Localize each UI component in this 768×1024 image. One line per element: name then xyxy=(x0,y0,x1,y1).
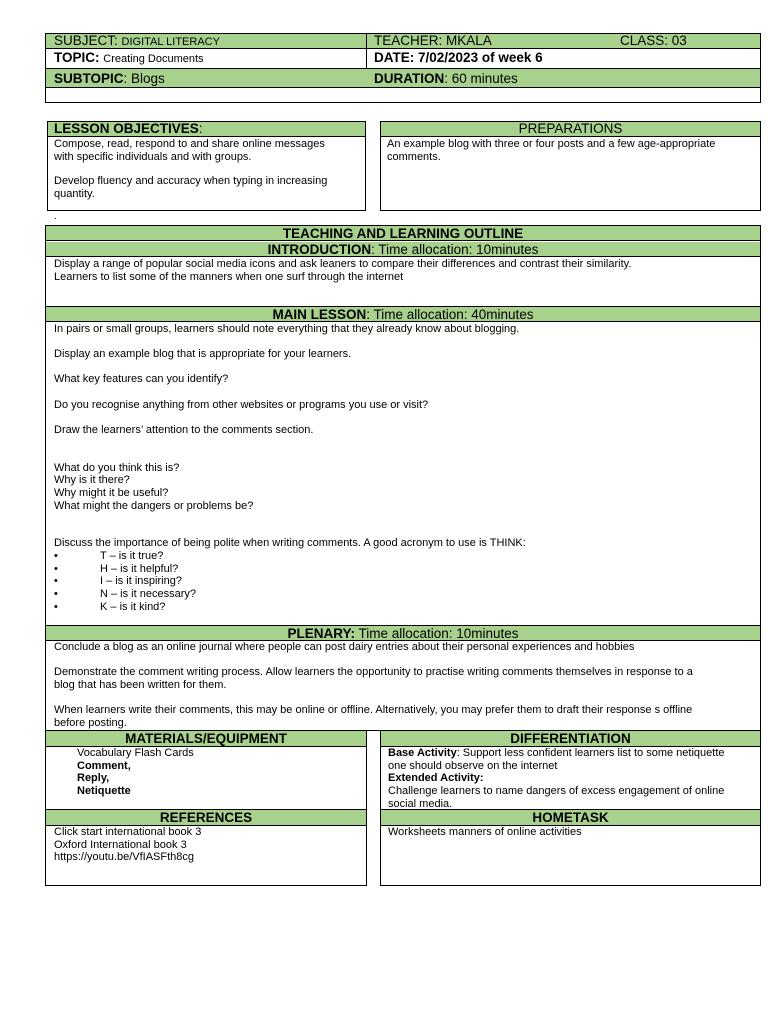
topic-field xyxy=(54,50,204,67)
main-lesson-heading xyxy=(46,306,760,322)
main-paragraph: Do you recognise anything from other websites or programs you use or visit? xyxy=(54,398,429,411)
plenary-line: before posting. xyxy=(54,716,127,729)
extended-activity-line: Challenge learners to name dangers of excess engagement of online xyxy=(388,785,725,798)
material-item: Vocabulary Flash Cards xyxy=(77,747,194,759)
class-field xyxy=(620,33,687,49)
intro-heading xyxy=(46,242,760,257)
references-list xyxy=(46,826,366,864)
references-heading: REFERENCES xyxy=(46,810,366,826)
plenary-line: Demonstrate the comment writing process. Allow learners the opportunity to practise writing comments themselves in response to a xyxy=(54,666,693,679)
header-line xyxy=(45,102,761,103)
material-item: Reply, xyxy=(77,772,110,785)
preparation-line: comments. xyxy=(387,151,441,163)
think-item: • K – is it kind? xyxy=(54,600,166,613)
main-lesson-label: MAIN LESSON xyxy=(272,307,367,322)
preparations-box xyxy=(380,121,761,211)
plenary-time: Time allocation: 10minutes xyxy=(354,626,519,641)
preparations-text xyxy=(381,137,760,164)
hometask-heading: HOMETASK xyxy=(381,810,760,826)
base-activity-label: Base Activity xyxy=(388,747,457,759)
date-field xyxy=(374,50,543,66)
objectives-heading: LESSON OBJECTIVES: xyxy=(48,122,365,137)
think-item: • I – is it inspiring? xyxy=(54,575,182,588)
materials-box xyxy=(45,730,367,810)
subtopic-field xyxy=(54,71,165,87)
main-paragraph: What key features can you identify? xyxy=(54,373,229,386)
main-lesson-time: : Time allocation: 40minutes xyxy=(366,307,534,322)
objective-line: Compose, read, respond to and share online messages xyxy=(54,138,325,150)
teacher-value: MKALA xyxy=(446,33,492,48)
stray-mark: . xyxy=(54,211,57,222)
think-item: • T – is it true? xyxy=(54,550,164,563)
reference-item: Click start international book 3 xyxy=(54,826,202,838)
objectives-text xyxy=(48,137,365,201)
subject-value: DIGITAL LITERACY xyxy=(121,36,220,48)
date-label: DATE: xyxy=(374,50,415,65)
main-paragraph: Display an example blog that is appropriate for your learners. xyxy=(54,348,352,361)
question-line: What do you think this is? xyxy=(54,461,180,474)
outline-title: TEACHING AND LEARNING OUTLINE xyxy=(46,226,760,241)
reference-item: Oxford International book 3 xyxy=(54,838,187,851)
question-line: Why is it there? xyxy=(54,474,130,487)
main-paragraph: Draw the learners’ attention to the comments section. xyxy=(54,423,314,436)
teacher-label: TEACHER: xyxy=(374,33,443,48)
intro-time: : Time allocation: 10minutes xyxy=(371,242,539,257)
preparations-heading: PREPARATIONS xyxy=(381,122,760,137)
objective-line: quantity. xyxy=(54,188,95,200)
preparation-line: An example blog with three or four posts and a few age-appropriate xyxy=(387,138,716,150)
bullet-icon: • xyxy=(54,575,58,588)
reference-link[interactable]: https://youtu.be/VfIASFth8cg xyxy=(54,851,195,864)
subtopic-value: : Blogs xyxy=(123,71,165,86)
materials-list xyxy=(46,747,366,798)
subtopic-label: SUBTOPIC xyxy=(54,71,124,86)
material-item: Netiquette xyxy=(77,785,131,798)
materials-heading: MATERIALS/EQUIPMENT xyxy=(46,731,366,747)
plenary-line: Conclude a blog as an online journal where people can post dairy entries about their personal experiences and hobbies xyxy=(54,641,635,653)
teacher-field xyxy=(374,33,492,49)
hometask-box xyxy=(380,809,761,886)
intro-text xyxy=(54,258,754,283)
think-item: • H – is it helpful? xyxy=(54,562,179,575)
header-line xyxy=(45,87,761,88)
intro-line: Learners to list some of the manners when one surf through the internet xyxy=(54,270,404,283)
material-item: Comment, xyxy=(77,759,131,772)
plenary-text xyxy=(54,641,758,730)
differentiation-text xyxy=(381,747,760,811)
question-line: Why might it be useful? xyxy=(54,486,169,499)
plenary-line: blog that has been written for them. xyxy=(54,678,227,691)
duration-label: DURATION xyxy=(374,71,445,86)
extended-activity-line: social media. xyxy=(388,797,453,810)
think-list xyxy=(54,550,754,613)
plenary-label: PLENARY: xyxy=(287,626,355,641)
differentiation-heading: DIFFERENTIATION xyxy=(381,731,760,747)
topic-label: TOPIC: xyxy=(54,50,100,65)
intro-label: INTRODUCTION xyxy=(267,242,372,257)
base-activity xyxy=(388,747,760,760)
topic-value: Creating Documents xyxy=(103,53,204,65)
plenary-line: When learners write their comments, this may be online or offline. Alternatively, you may prefer them to draft their response s offline xyxy=(54,704,693,717)
date-value: 7/02/2023 of week 6 xyxy=(418,50,543,65)
subject-label: SUBJECT: xyxy=(54,33,118,48)
subject-field xyxy=(54,33,220,50)
main-paragraph: In pairs or small groups, learners should note everything that they already know about blogging. xyxy=(54,323,520,335)
bullet-icon: • xyxy=(54,562,58,575)
duration-value: : 60 minutes xyxy=(444,71,518,86)
base-activity-text: : Support less confident learners list to some netiquette xyxy=(456,747,725,759)
bullet-icon: • xyxy=(54,588,58,601)
class-value: 03 xyxy=(671,33,687,48)
think-intro: Discuss the importance of being polite when writing comments. A good acronym to use is THINK: xyxy=(54,537,526,550)
duration-field xyxy=(374,71,518,87)
think-item: • N – is it necessary? xyxy=(54,588,196,601)
question-line: What might the dangers or problems be? xyxy=(54,499,254,512)
objective-line: with specific individuals and with groups. xyxy=(54,151,252,163)
objectives-box xyxy=(47,121,366,211)
class-label: CLASS: xyxy=(620,33,669,48)
base-activity-line: one should observe on the internet xyxy=(388,759,558,772)
plenary-heading xyxy=(46,625,760,641)
bullet-icon: • xyxy=(54,550,58,563)
references-box xyxy=(45,809,367,886)
extended-activity-label: Extended Activity: xyxy=(388,772,484,785)
bullet-icon: • xyxy=(54,600,58,613)
main-lesson-text xyxy=(54,323,754,613)
hometask-text: Worksheets manners of online activities xyxy=(388,826,582,838)
differentiation-box xyxy=(380,730,761,810)
objective-line: Develop fluency and accuracy when typing in increasing xyxy=(54,175,328,187)
intro-line: Display a range of popular social media icons and ask leaners to compare their differences and contrast their similarity. xyxy=(54,258,632,270)
